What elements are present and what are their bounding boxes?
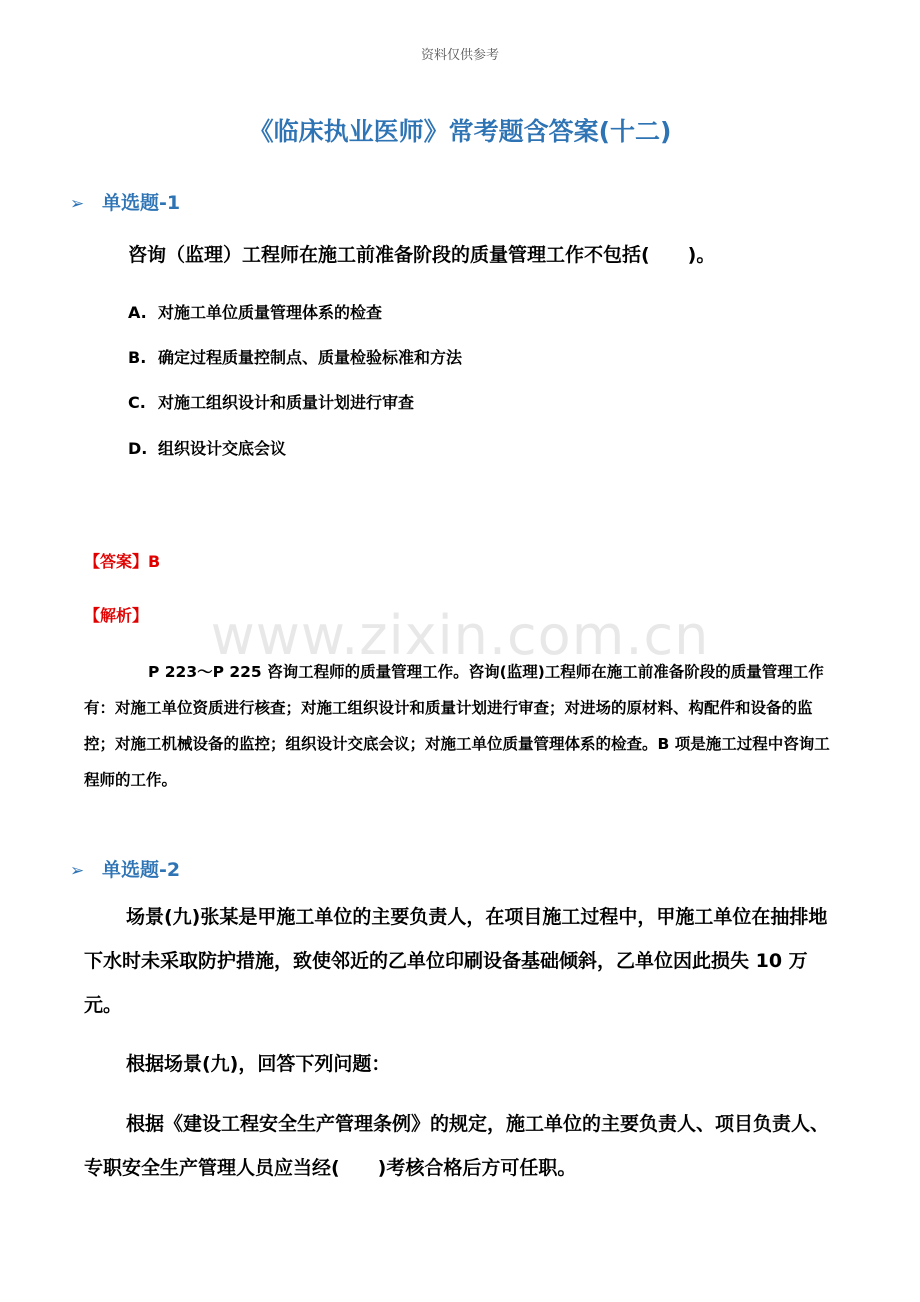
option-a-label: A. [128, 303, 147, 322]
question-1-label: 单选题-1 [102, 192, 181, 214]
question-2-heading [70, 855, 180, 882]
option-d-label: D. [128, 439, 148, 458]
option-c-label: C. [128, 393, 146, 412]
arrow-bullet-icon: ➢ [70, 194, 85, 214]
analysis-text: P 223～P 225 咨询工程师的质量管理工作。咨询(监理)工程师在施工前准备阶段的质量管理工作有：对施工单位资质进行核查；对施工组织设计和质量计划进行审查；对进场的原材料、构配件和设备的监控；对施工机械设备的监控；组织设计交底会议；对施工单位质量管理体系的检查。B 项是施工过程中咨询工程师的工作。 [84, 663, 830, 789]
question-2-label: 单选题-2 [102, 859, 181, 881]
option-c [128, 390, 414, 413]
analysis-tag: 【解析】 [84, 606, 149, 625]
option-d [128, 436, 286, 459]
page-title: 《临床执业医师》常考题含答案(十二) [248, 117, 672, 146]
option-d-text: 组织设计交底会议 [158, 439, 287, 458]
watermark: www.zixin.com.cn [210, 604, 710, 667]
question-1-stem: 咨询（监理）工程师在施工前准备阶段的质量管理工作不包括( )。 [128, 244, 716, 266]
question-2-stem: 根据《建设工程安全生产管理条例》的规定，施工单位的主要负责人、项目负责人、专职安全生产管理人员应当经( )考核合格后方可任职。 [84, 1113, 830, 1179]
option-b-text: 确定过程质量控制点、质量检验标准和方法 [158, 348, 463, 367]
option-b-label: B. [128, 348, 147, 367]
header-note: 资料仅供参考 [420, 48, 499, 63]
option-a [128, 300, 382, 323]
option-a-text: 对施工单位质量管理体系的检查 [158, 303, 383, 322]
question-1-heading [70, 188, 180, 215]
answer-tag: 【答案】B [84, 552, 161, 571]
option-b [128, 345, 462, 368]
arrow-bullet-icon: ➢ [70, 861, 85, 881]
question-2-prompt: 根据场景(九)，回答下列问题： [126, 1053, 391, 1075]
question-2-scenario: 场景(九)张某是甲施工单位的主要负责人，在项目施工过程中，甲施工单位在抽排地下水时未采取防护措施，致使邻近的乙单位印刷设备基础倾斜，乙单位因此损失 10 万元。 [84, 906, 828, 1016]
option-c-text: 对施工组织设计和质量计划进行审查 [158, 393, 415, 412]
